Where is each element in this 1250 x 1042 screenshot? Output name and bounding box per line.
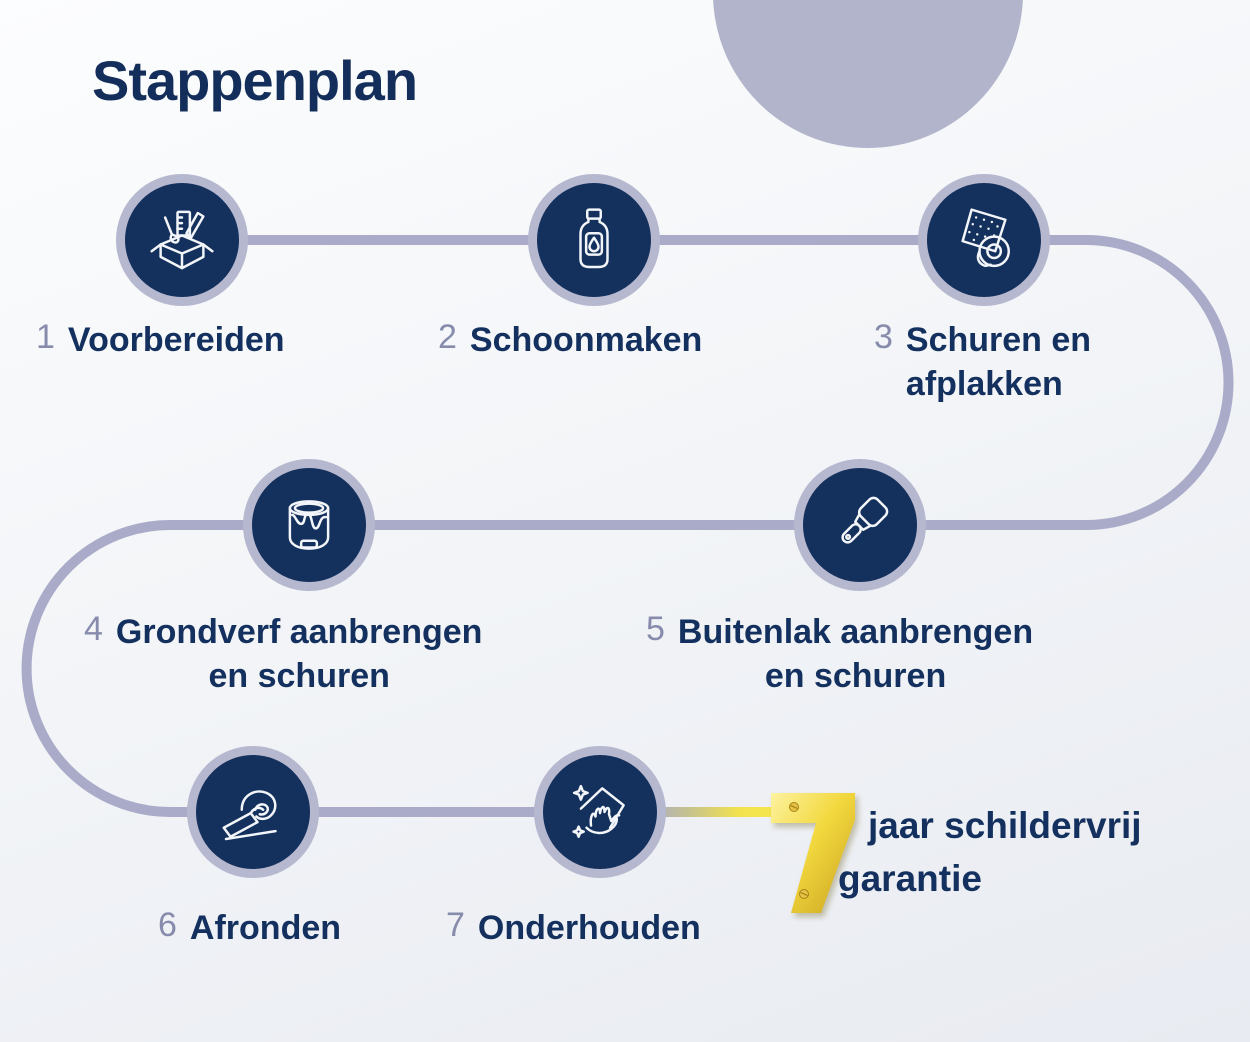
step-circle-6 <box>187 746 319 878</box>
guarantee-line: garantie <box>838 857 982 899</box>
sandpaper-and-tape-icon <box>948 204 1020 276</box>
page-title: Stappenplan <box>92 49 418 112</box>
step-circle-2 <box>528 174 660 306</box>
paint-brush-icon <box>824 489 896 561</box>
step-circle-4 <box>243 459 375 591</box>
hand-removing-tape-icon <box>217 776 289 848</box>
step-number: 1 <box>36 318 55 356</box>
step-label-text: Afronden <box>189 909 342 947</box>
step-circle-7 <box>534 746 666 878</box>
step-number: 7 <box>446 906 465 944</box>
paint-can-icon <box>273 489 345 561</box>
step-number: 4 <box>84 610 103 648</box>
guarantee-line: jaar schildervrij <box>868 805 1142 846</box>
step-label-text: Grondverf aanbrengen <box>115 613 483 651</box>
step-circle-1 <box>116 174 248 306</box>
step-label-3 <box>874 318 1091 406</box>
cleaner-bottle-icon <box>558 204 630 276</box>
screw-icon <box>800 890 809 899</box>
step-label-text: Buitenlak aanbrengen <box>677 613 1034 651</box>
step-number: 3 <box>874 318 893 356</box>
step-number: 6 <box>158 906 177 944</box>
step-number: 2 <box>438 318 457 356</box>
screw-icon <box>790 803 799 812</box>
step-label-text: en schuren <box>208 657 390 696</box>
step-label-text: en schuren <box>764 657 947 696</box>
step-label-5 <box>646 610 1033 698</box>
step-label-2 <box>438 318 702 362</box>
step-label-text: Onderhouden <box>477 909 701 947</box>
box-with-tools-icon <box>146 204 218 276</box>
polishing-cloth-hand-icon <box>564 776 636 848</box>
step-label-text: Schuren en <box>905 321 1092 359</box>
step-circle-5 <box>794 459 926 591</box>
step-label-text: afplakken <box>905 365 1063 404</box>
step-label-text: Voorbereiden <box>67 321 285 359</box>
step-label-1 <box>36 318 285 362</box>
step-label-4 <box>84 610 482 698</box>
step-circle-3 <box>918 174 1050 306</box>
step-number: 5 <box>646 610 665 648</box>
step-label-7 <box>446 906 701 950</box>
step-label-text: Schoonmaken <box>469 321 703 359</box>
guarantee-text <box>838 800 1142 905</box>
step-label-6 <box>158 906 341 950</box>
